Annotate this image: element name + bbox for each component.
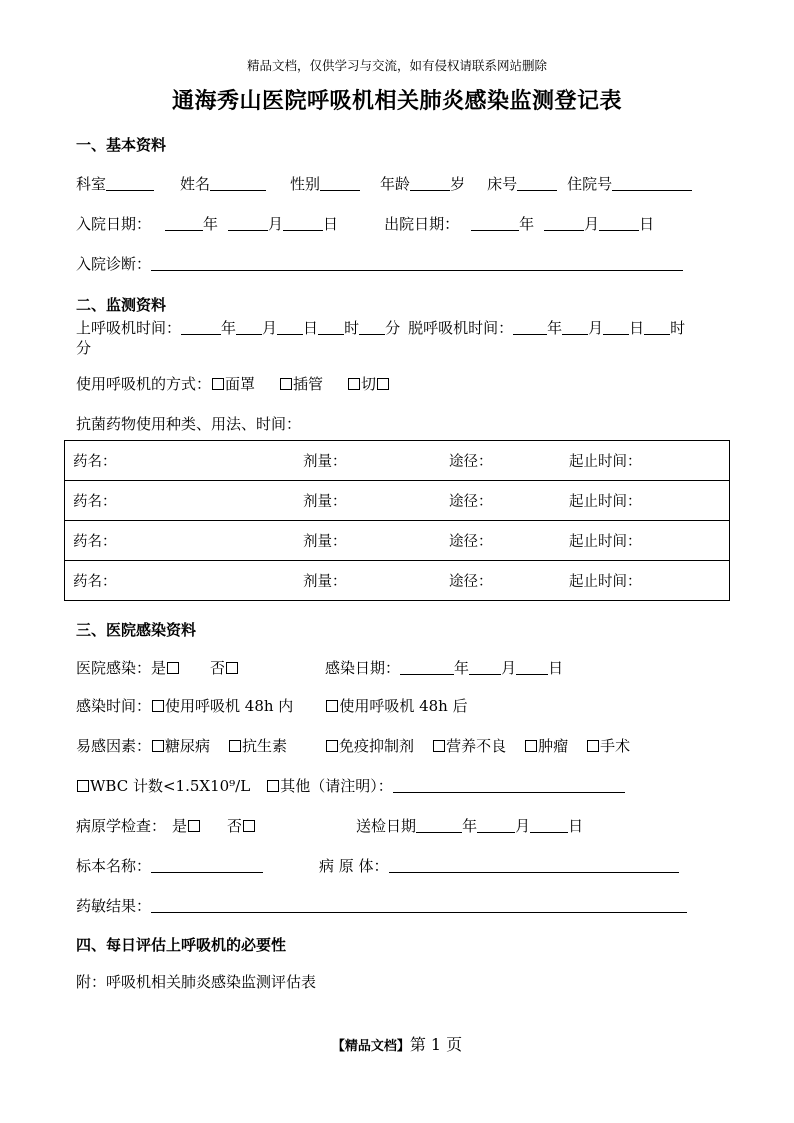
label-day: 日: [568, 817, 584, 835]
option-surgery: 手术: [600, 737, 631, 755]
option-other: 其他（请注明）：: [280, 777, 393, 795]
checkbox-within-48h: [152, 700, 164, 712]
blank-vent-on-year: [181, 319, 221, 335]
checkbox-mask: [212, 378, 224, 390]
blank-dept: [106, 175, 154, 191]
blank-send-day: [530, 817, 568, 833]
cell-period: 起止时间：: [561, 521, 730, 561]
cell-drug: 药名：: [65, 441, 296, 481]
label-minute: 分: [385, 319, 401, 337]
checkbox-surgery: [587, 740, 599, 752]
option-tumor: 肿瘤: [538, 737, 569, 755]
blank-discharge-day: [599, 215, 639, 231]
blank-inpatient-no: [612, 175, 692, 191]
cell-dose: 剂量：: [295, 561, 441, 601]
label-month: 月: [515, 817, 531, 835]
section-monitoring-heading: 二、监测资料: [76, 296, 167, 314]
option-antibiotics: 抗生素: [242, 737, 288, 755]
row-pathogen-test: [76, 816, 583, 836]
label-age-unit: 岁: [450, 175, 466, 193]
checkbox-intubation: [280, 378, 292, 390]
blank-age: [410, 175, 450, 191]
blank-vent-on-hour: [318, 319, 344, 335]
blank-bed: [517, 175, 557, 191]
page-footer: [0, 1032, 794, 1055]
blank-infection-month: [469, 659, 501, 675]
blank-send-month: [477, 817, 515, 833]
label-pathogen-test: 病原学检查：: [76, 817, 167, 835]
cell-drug: 药名：: [65, 561, 296, 601]
label-month: 月: [268, 215, 284, 233]
row-diagnosis: [76, 254, 683, 274]
blank-vent-off-month: [562, 319, 588, 335]
cell-route: 途径：: [441, 441, 561, 481]
blank-susceptibility: [151, 897, 687, 913]
blank-admit-year: [165, 215, 203, 231]
label-hour: 时: [344, 319, 360, 337]
checkbox-tracheotomy: [348, 378, 360, 390]
watermark-notice: 精品文档，仅供学习与交流，如有侵权请联系网站删除: [246, 58, 547, 73]
label-inpatient-no: 住院号: [567, 175, 613, 193]
option-after-48h: 使用呼吸机 48h 后: [339, 697, 468, 715]
table-row: [65, 481, 730, 521]
option-immunosuppressant: 免疫抑制剂: [339, 737, 415, 755]
label-hospital-infection: 医院感染：是: [76, 659, 167, 677]
option-intubation: 插管: [293, 375, 324, 393]
label-vent-mode: 使用呼吸机的方式：: [76, 375, 212, 393]
label-infection-time: 感染时间：: [76, 697, 152, 715]
checkbox-tumor: [525, 740, 537, 752]
checkbox-pathogen-yes: [188, 820, 200, 832]
checkbox-trailing: [377, 378, 389, 390]
label-day: 日: [323, 215, 339, 233]
antibiotic-table: [64, 440, 730, 601]
label-day: 日: [548, 659, 564, 677]
row-ventilation-time: [76, 318, 685, 338]
table-row: [65, 561, 730, 601]
option-wbc: WBC 计数<1.5X10⁹/L: [90, 777, 251, 795]
row-vent-mode: [76, 374, 390, 394]
label-vent-on: 上呼吸机时间：: [76, 319, 182, 337]
label-year: 年: [203, 215, 219, 233]
row-dates: [76, 214, 654, 234]
cell-route: 途径：: [441, 521, 561, 561]
table-row: [65, 441, 730, 481]
checkbox-wbc: [77, 780, 89, 792]
label-no: 否: [227, 817, 243, 835]
page-number: 第 1 页: [409, 1035, 463, 1054]
cell-drug: 药名：: [65, 521, 296, 561]
checkbox-malnutrition: [433, 740, 445, 752]
label-antibiotics: 抗菌药物使用种类、用法、时间：: [76, 415, 302, 433]
label-year: 年: [454, 659, 470, 677]
section-infection-heading: 三、医院感染资料: [76, 621, 197, 639]
row-ventilation-time-wrap: [76, 338, 91, 358]
checkbox-other: [267, 780, 279, 792]
checkbox-infection-yes: [167, 662, 179, 674]
checkbox-pathogen-no: [243, 820, 255, 832]
label-admit-date: 入院日期：: [76, 215, 152, 233]
label-pathogen: 病 原 体：: [319, 857, 389, 875]
option-within-48h: 使用呼吸机 48h 内: [165, 697, 294, 715]
table-row: [65, 521, 730, 561]
blank-vent-off-hour: [644, 319, 670, 335]
row-infection-time: [76, 696, 468, 716]
blank-gender: [320, 175, 360, 191]
label-year: 年: [519, 215, 535, 233]
cell-route: 途径：: [441, 561, 561, 601]
label-send-date: 送检日期: [356, 817, 417, 835]
cell-period: 起止时间：: [561, 561, 730, 601]
blank-diagnosis: [151, 255, 683, 271]
checkbox-immunosuppressant: [326, 740, 338, 752]
blank-infection-day: [516, 659, 548, 675]
section-daily-assessment-heading: 四、每日评估上呼吸机的必要性: [76, 936, 287, 954]
checkbox-infection-no: [226, 662, 238, 674]
blank-specimen: [151, 857, 263, 873]
blank-vent-on-day: [277, 319, 303, 335]
label-specimen: 标本名称：: [76, 857, 152, 875]
cell-route: 途径：: [441, 481, 561, 521]
option-diabetes: 糖尿病: [165, 737, 211, 755]
label-day: 日: [303, 319, 319, 337]
row-basic-info: [76, 174, 692, 194]
label-no: 否: [210, 659, 226, 677]
row-hospital-infection: [76, 658, 563, 678]
label-discharge-date: 出院日期：: [384, 215, 460, 233]
label-vent-off: 脱呼吸机时间：: [408, 319, 514, 337]
label-minute: 分: [76, 339, 92, 357]
footer-tag: 【精品文档】: [331, 1039, 410, 1054]
cell-dose: 剂量：: [295, 521, 441, 561]
label-yes: 是: [172, 817, 188, 835]
label-month: 月: [584, 215, 600, 233]
label-month: 月: [501, 659, 517, 677]
blank-admit-day: [283, 215, 323, 231]
label-risk-factors: 易感因素：: [76, 737, 152, 755]
blank-infection-year: [400, 659, 454, 675]
label-day: 日: [639, 215, 655, 233]
cell-period: 起止时间：: [561, 481, 730, 521]
blank-vent-on-month: [236, 319, 262, 335]
blank-vent-off-year: [513, 319, 547, 335]
option-tracheotomy: 切: [361, 375, 377, 393]
blank-vent-off-day: [603, 319, 629, 335]
label-month: 月: [262, 319, 278, 337]
label-diagnosis: 入院诊断：: [76, 255, 152, 273]
label-hour: 时: [670, 319, 686, 337]
blank-send-year: [416, 817, 462, 833]
label-gender: 性别: [290, 175, 321, 193]
blank-discharge-month: [544, 215, 584, 231]
label-name: 姓名: [180, 175, 211, 193]
blank-pathogen: [389, 857, 679, 873]
checkbox-after-48h: [326, 700, 338, 712]
row-wbc-other: [76, 776, 625, 796]
label-bed: 床号: [487, 175, 518, 193]
cell-dose: 剂量：: [295, 441, 441, 481]
cell-period: 起止时间：: [561, 441, 730, 481]
label-month: 月: [588, 319, 604, 337]
blank-discharge-year: [471, 215, 519, 231]
blank-other: [393, 777, 625, 793]
blank-name: [210, 175, 266, 191]
label-dept: 科室: [76, 175, 107, 193]
form-title: 通海秀山医院呼吸机相关肺炎感染监测登记表: [171, 88, 622, 114]
row-susceptibility: [76, 896, 687, 916]
blank-vent-on-minute: [359, 319, 385, 335]
row-specimen: [76, 856, 679, 876]
section-basic-info-heading: 一、基本资料: [76, 136, 167, 154]
checkbox-diabetes: [152, 740, 164, 752]
attachment-note: 附：呼吸机相关肺炎感染监测评估表: [76, 973, 317, 991]
row-risk-factors: [76, 736, 630, 756]
option-malnutrition: 营养不良: [446, 737, 507, 755]
cell-dose: 剂量：: [295, 481, 441, 521]
label-infection-date: 感染日期：: [325, 659, 401, 677]
option-mask: 面罩: [225, 375, 256, 393]
label-year: 年: [547, 319, 563, 337]
blank-admit-month: [228, 215, 268, 231]
label-year: 年: [462, 817, 478, 835]
label-day: 日: [629, 319, 645, 337]
label-year: 年: [221, 319, 237, 337]
cell-drug: 药名：: [65, 481, 296, 521]
checkbox-antibiotics: [229, 740, 241, 752]
label-susceptibility: 药敏结果：: [76, 897, 152, 915]
label-age: 年龄: [380, 175, 411, 193]
